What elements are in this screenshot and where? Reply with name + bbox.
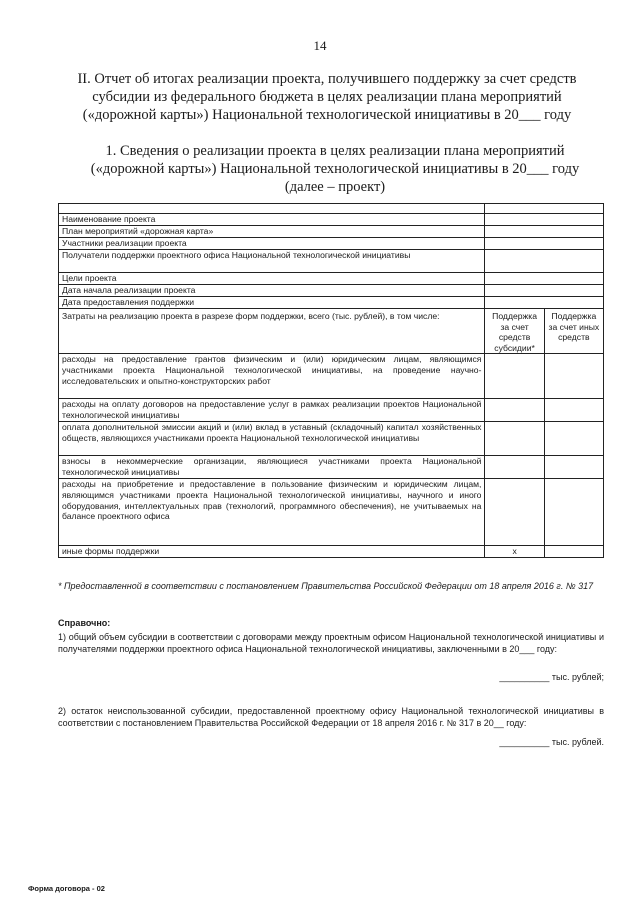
table-row [59, 250, 604, 273]
cost-row-label: оплата дополнительной эмиссии акций и (или) вклад в уставный (складочный) капитал хозяйственных обществ, являющихся участниками проекта Национальной технологической инициативы [59, 422, 485, 456]
table-row [59, 273, 604, 285]
table-row [59, 297, 604, 309]
table-row [59, 238, 604, 250]
row-label: Цели проекта [59, 273, 485, 285]
table-row [59, 399, 604, 422]
cost-cell-other [544, 456, 603, 479]
row-value [485, 214, 604, 226]
table-row [59, 422, 604, 456]
col-header-subsidy: Поддержка за счет средств субсидии* [485, 309, 544, 354]
row-label: Участники реализации проекта [59, 238, 485, 250]
row-label: Получатели поддержки проектного офиса Национальной технологической инициативы [59, 250, 485, 273]
form-label: Форма договора - 02 [28, 884, 105, 893]
cost-cell-subsidy [485, 422, 544, 456]
row-value [485, 250, 604, 273]
table-header-row [59, 309, 604, 354]
row-label: Дата предоставления поддержки [59, 297, 485, 309]
cost-row-label: расходы на оплату договоров на предоставление услуг в рамках реализации проектов Национальной технологической инициативы [59, 399, 485, 422]
cost-row-label: иные формы поддержки [59, 546, 485, 558]
cost-cell-other [544, 399, 603, 422]
cost-cell-subsidy [485, 399, 544, 422]
table-row [59, 456, 604, 479]
cost-cell-subsidy-mark: x [485, 546, 544, 558]
row-value [485, 273, 604, 285]
cost-row-label: взносы в некоммерческие организации, являющиеся участниками проекта Национальной технологической инициативы [59, 456, 485, 479]
reference-item-1: 1) общий объем субсидии в соответствии с договорами между проектным офисом Национальной технологической инициативы и получателями поддержки проектного офиса Национальной технологической инициативы, заключенными в 20___ году: [58, 632, 604, 654]
reference-title: Справочно: [58, 618, 111, 628]
cost-cell-subsidy [485, 354, 544, 399]
row-label: Наименование проекта [59, 214, 485, 226]
table-row [59, 285, 604, 297]
cost-row-label: расходы на предоставление грантов физическим и (или) юридическим лицам, являющимся участниками проекта Национальной технологической инициативы, на проведение научно-исследовательских и опытно-конструкторских работ [59, 354, 485, 399]
report-table [58, 203, 604, 558]
subsection-title: 1. Сведения о реализации проекта в целях реализации плана мероприятий («дорожной карты») Национальной технологической инициативы в 20___ году (далее – проект) [90, 143, 580, 195]
page-number: 14 [313, 38, 327, 53]
cost-cell-other [544, 479, 603, 546]
footnote: * Предоставленной в соответствии с постановлением Правительства Российской Федерации от 18 апреля 2016 г. № 317 [58, 581, 594, 591]
row-label: Дата начала реализации проекта [59, 285, 485, 297]
row-value [485, 285, 604, 297]
section-title: II. Отчет об итогах реализации проекта, получившего поддержку за счет средств субсидии из федерального бюджета в целях реализации плана мероприятий («дорожной карты») Национальной технологической инициативы в 20___ году [77, 71, 577, 123]
cost-cell-subsidy [485, 456, 544, 479]
table-cell [59, 204, 485, 214]
row-label: План мероприятий «дорожная карта» [59, 226, 485, 238]
cost-row-label: расходы на приобретение и предоставление в пользование физическим и юридическим лицам, являющимся участниками проекта Национальной технологической инициативы, научного и иного оборудования, интеллектуальных прав (технологий, программного обеспечения), не учитываемых на балансе проектного офиса [59, 479, 485, 546]
table-row [59, 214, 604, 226]
table-row [59, 354, 604, 399]
row-value [485, 238, 604, 250]
table-cell [485, 204, 604, 214]
row-value [485, 297, 604, 309]
reference-item-1-amount: __________ тыс. рублей; [499, 672, 604, 682]
reference-item-2-amount: __________ тыс. рублей. [499, 737, 604, 747]
col-header-other: Поддержка за счет иных средств [544, 309, 603, 354]
cost-cell-other [544, 546, 603, 558]
table-row [59, 226, 604, 238]
costs-label: Затраты на реализацию проекта в разрезе форм поддержки, всего (тыс. рублей), в том числе: [59, 309, 485, 354]
reference-item-2: 2) остаток неиспользованной субсидии, предоставленной проектному офису Национальной технологической инициативы в соответствии с постановлением Правительства Российской Федерации от 18 апреля 2016 г. № 317 в 20__ году: [58, 706, 604, 728]
table-row [59, 479, 604, 546]
cost-cell-other [544, 422, 603, 456]
table-row [59, 546, 604, 558]
cost-cell-subsidy [485, 479, 544, 546]
cost-cell-other [544, 354, 603, 399]
row-value [485, 226, 604, 238]
table-row [59, 204, 604, 214]
